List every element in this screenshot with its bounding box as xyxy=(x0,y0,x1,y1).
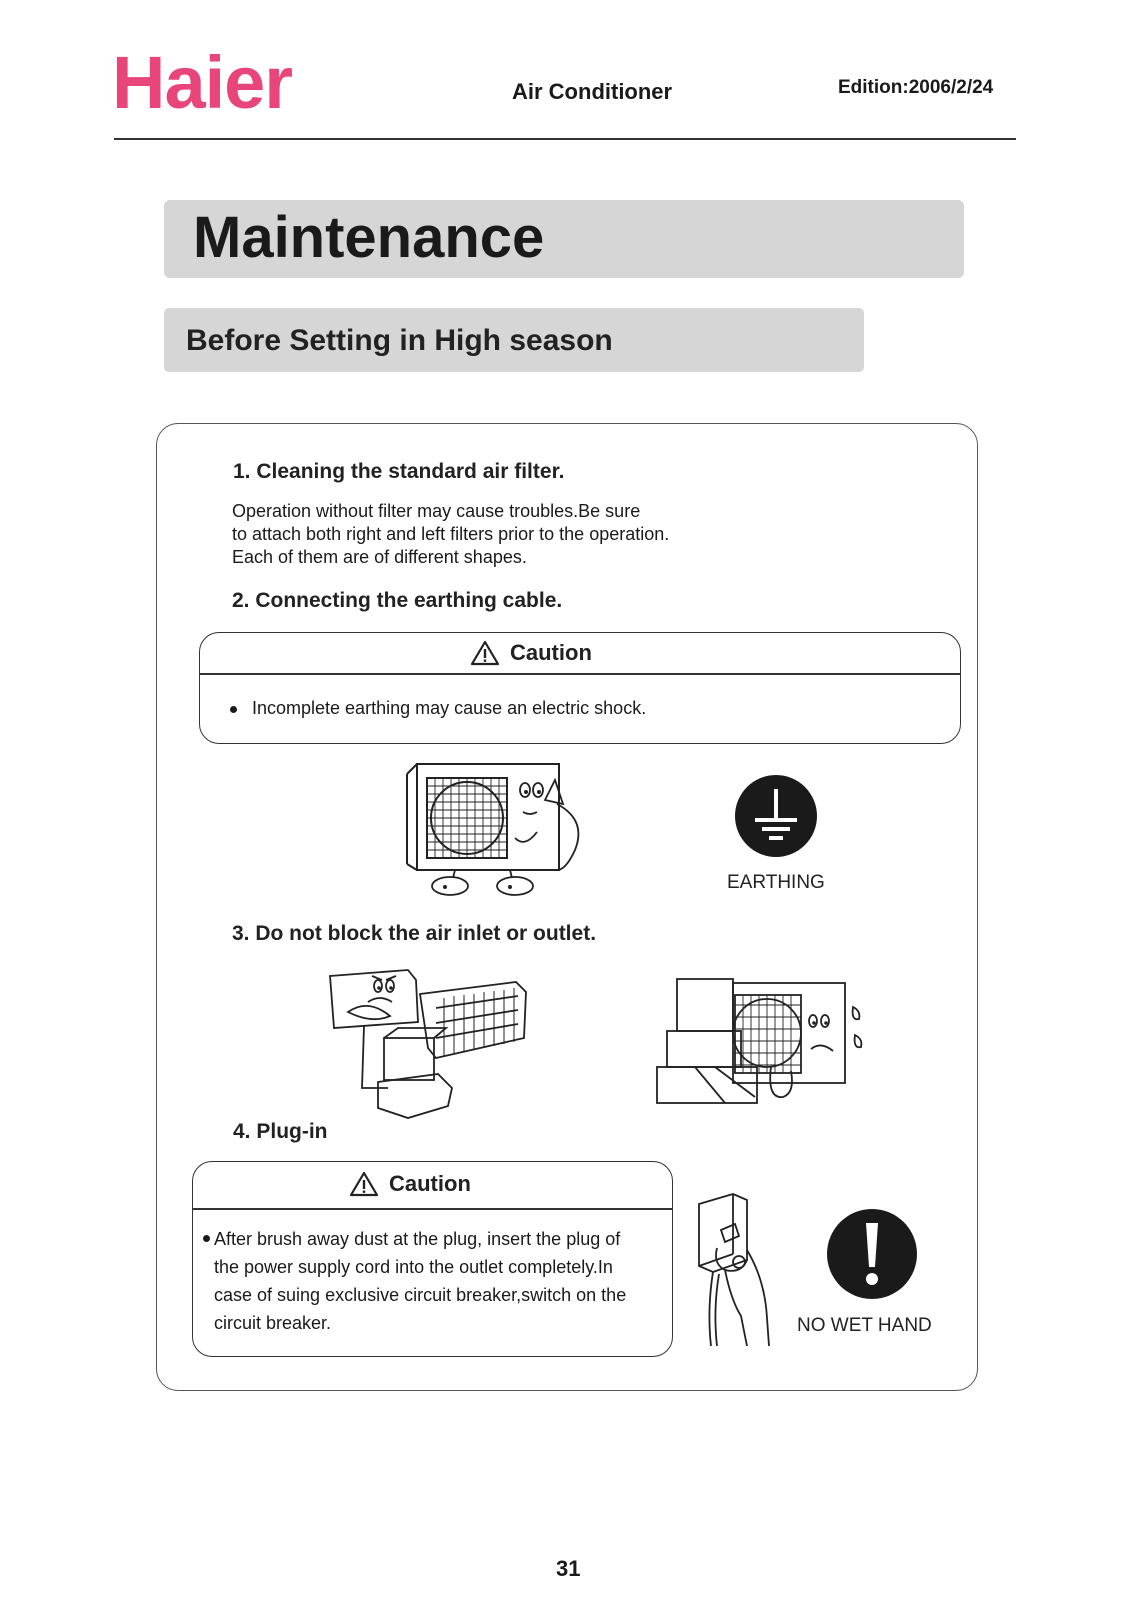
caution-text-2-line-4: circuit breaker. xyxy=(214,1313,332,1333)
warning-triangle-icon xyxy=(470,640,500,666)
page-title: Maintenance xyxy=(193,205,545,270)
blocked-outlet-illustration xyxy=(655,975,875,1105)
plug-in-illustration xyxy=(695,1190,785,1350)
caution-text-2-line-1: After brush away dust at the plug, insert the plug of xyxy=(214,1229,621,1249)
item-2-heading: 2. Connecting the earthing cable. xyxy=(232,589,563,612)
bullet-dot xyxy=(230,706,237,713)
caution-header-2 xyxy=(349,1171,471,1197)
caution-text-2-line-2: the power supply cord into the outlet completely.In xyxy=(214,1257,613,1277)
header-edition: Edition:2006/2/24 xyxy=(838,77,994,98)
earthing-icon xyxy=(735,775,817,857)
exclamation-icon xyxy=(827,1209,917,1299)
caution-header-1 xyxy=(470,640,592,666)
no-wet-hand-label: NO WET HAND xyxy=(797,1315,932,1336)
item-1-line-1: Operation without filter may cause troubles.Be sure xyxy=(232,501,641,521)
caution-text-2-line-3: case of suing exclusive circuit breaker,switch on the xyxy=(214,1285,627,1305)
page-subtitle: Before Setting in High season xyxy=(186,324,613,357)
earthing-label: EARTHING xyxy=(727,872,825,893)
caution-title-1: Caution xyxy=(510,640,592,665)
caution-divider-1 xyxy=(199,673,961,675)
item-1-heading: 1. Cleaning the standard air filter. xyxy=(233,460,565,483)
caution-text-1: Incomplete earthing may cause an electric shock. xyxy=(252,698,647,718)
brand-logo: Haier xyxy=(112,41,293,124)
outdoor-unit-illustration xyxy=(405,760,600,900)
header-product: Air Conditioner xyxy=(512,79,673,104)
bullet-dot xyxy=(203,1235,210,1242)
caution-title-2: Caution xyxy=(389,1171,471,1196)
item-3-heading: 3. Do not block the air inlet or outlet. xyxy=(232,922,597,945)
header-divider xyxy=(114,138,1016,140)
caution-divider-2 xyxy=(192,1208,673,1210)
page-number: 31 xyxy=(556,1556,581,1581)
item-1-line-2: to attach both right and left filters prior to the operation. xyxy=(232,524,670,544)
blocked-inlet-illustration xyxy=(328,968,528,1123)
item-4-heading: 4. Plug-in xyxy=(233,1120,328,1143)
warning-triangle-icon xyxy=(349,1171,379,1197)
item-1-line-3: Each of them are of different shapes. xyxy=(232,547,527,567)
